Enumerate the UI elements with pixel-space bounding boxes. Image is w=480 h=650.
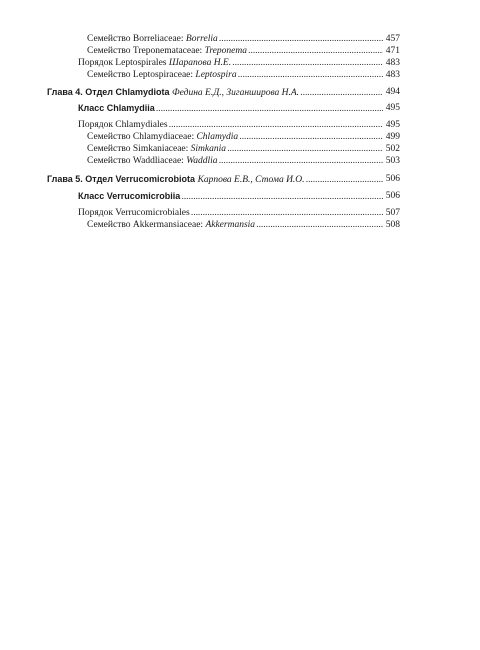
entry-genus: Borrelia xyxy=(185,34,218,44)
toc-entry xyxy=(87,219,383,231)
page-number: 457 xyxy=(385,34,400,44)
page-number: 483 xyxy=(385,70,400,80)
class-heading: Класс Verrucomicrobiia xyxy=(78,191,181,201)
page-number: 503 xyxy=(385,156,400,166)
entry-author: Федина Е.Д., Зиганширова Н.А. xyxy=(172,88,300,98)
toc-row-chlamydiaceae xyxy=(0,131,480,143)
entry-label: Семейство Chlamydiaceae: xyxy=(87,132,197,142)
page-number: 494 xyxy=(385,87,400,97)
toc-row-akkermansiaceae xyxy=(0,219,480,231)
entry-label: Порядок Chlamydiales xyxy=(78,120,168,130)
class-heading: Класс Chlamydiia xyxy=(78,103,155,113)
page-number: 495 xyxy=(385,103,400,113)
toc-entry xyxy=(78,119,383,131)
toc-entry xyxy=(47,86,383,98)
toc-entry xyxy=(87,143,383,155)
toc-entry xyxy=(87,45,383,57)
toc-row-waddliaceae xyxy=(0,155,480,167)
toc-row-leptospiraceae xyxy=(0,69,480,81)
toc-row-chapter-4 xyxy=(0,86,480,98)
page-number: 483 xyxy=(385,58,400,68)
page-number: 508 xyxy=(385,220,400,230)
toc-entry xyxy=(78,102,383,114)
toc-entry xyxy=(78,207,383,219)
entry-author: Карпова Е.В., Стома И.О. xyxy=(197,175,305,185)
page-number: 495 xyxy=(385,120,400,130)
entry-genus: Waddlia xyxy=(186,156,218,166)
toc-row-simkaniaceae xyxy=(0,143,480,155)
page-number: 499 xyxy=(385,132,400,142)
toc-row-class-chlamydiia xyxy=(0,102,480,114)
entry-genus: Treponema xyxy=(204,46,247,56)
toc-entry xyxy=(87,33,383,45)
entry-genus: Leptospira xyxy=(195,70,237,80)
toc-entry xyxy=(78,57,383,69)
entry-label: Порядок Leptospirales xyxy=(78,58,169,68)
entry-author: Шарапова Н.Е. xyxy=(168,58,232,68)
entry-label: Порядок Verrucomicrobiales xyxy=(78,208,190,218)
page-number: 506 xyxy=(385,191,400,201)
toc-row-chlamydiales xyxy=(0,119,480,131)
entry-genus: Chlamydia xyxy=(196,132,239,142)
toc-row-class-verrucomicrobiia xyxy=(0,190,480,202)
toc-row-borreliaceae xyxy=(0,33,480,45)
toc-row-treponemataceae xyxy=(0,45,480,57)
entry-label: Семейство Simkaniaceae: xyxy=(87,144,191,154)
toc-row-verrucomicrobiales xyxy=(0,207,480,219)
page-number: 507 xyxy=(385,208,400,218)
toc-row-chapter-5 xyxy=(0,173,480,185)
entry-genus: Simkania xyxy=(190,144,227,154)
entry-label: Семейство Leptospiraceae: xyxy=(87,70,196,80)
entry-label: Семейство Treponemataceae: xyxy=(87,46,205,56)
page-number: 471 xyxy=(385,46,400,56)
page-number: 506 xyxy=(385,174,400,184)
entry-label: Семейство Akkermansiaceae: xyxy=(87,220,206,230)
toc-entry xyxy=(78,190,383,202)
toc-entry xyxy=(87,131,383,143)
chapter-heading: Глава 4. Отдел Chlamydiota xyxy=(47,87,173,97)
toc-entry xyxy=(47,173,383,185)
entry-label: Семейство Waddliaceae: xyxy=(87,156,187,166)
chapter-heading: Глава 5. Отдел Verrucomicrobiota xyxy=(47,174,198,184)
toc-entry xyxy=(87,155,383,167)
page-number: 502 xyxy=(385,144,400,154)
entry-genus: Akkermansia xyxy=(205,220,256,230)
toc-row-leptospirales xyxy=(0,57,480,69)
entry-label: Семейство Borreliaceae: xyxy=(87,34,186,44)
toc-entry xyxy=(87,69,383,81)
